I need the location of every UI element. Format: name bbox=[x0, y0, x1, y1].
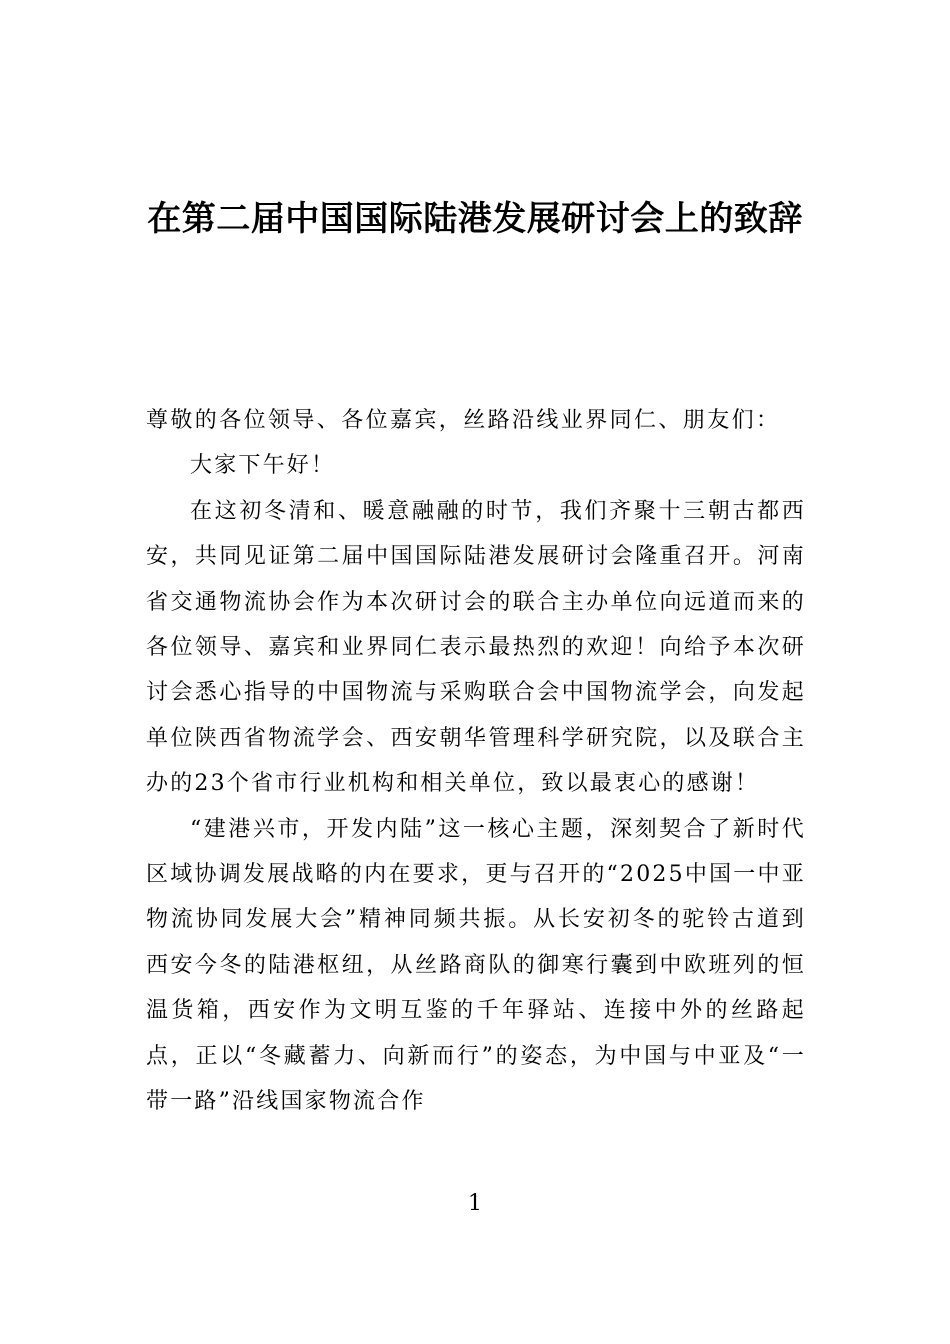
body-paragraph: 在这初冬清和、暖意融融的时节，我们齐聚十三朝古都西安，共同见证第二届中国国际陆港发展研讨会隆重召开。河南省交通物流协会作为本次研讨会的联合主办单位向远道而来的各位领导、嘉宾和业界同仁表示最热烈的欢迎！向给予本次研讨会悉心指导的中国物流与采购联合会中国物流学会，向发起单位陕西省物流学会、西安朝华管理科学研究院，以及联合主办的23个省市行业机构和相关单位，致以最衷心的感谢！ bbox=[146, 498, 806, 797]
page-number: 1 bbox=[468, 1191, 482, 1216]
salutation: 尊敬的各位领导、各位嘉宾，丝路沿线业界同仁、朋友们： bbox=[146, 408, 781, 433]
greeting-paragraph: 大家下午好！ bbox=[190, 453, 336, 479]
document-body bbox=[146, 398, 806, 1125]
body-paragraph: “建港兴市，开发内陆”这一核心主题，深刻契合了新时代区域协调发展战略的内在要求，更与召开的“2025中国一中亚物流协同发展大会”精神同频共振。从长安初冬的驼铃古道到西安今冬的陆港枢纽，从丝路商队的御寒行囊到中欧班列的恒温货箱，西安作为文明互鉴的千年驿站、连接中外的丝路起点，正以“冬藏蓄力、向新而行”的姿态，为中国与中亚及“一带一路”沿线国家物流合作 bbox=[146, 816, 806, 1115]
document-title: 在第二届中国国际陆港发展研讨会上的致辞 bbox=[147, 199, 803, 239]
